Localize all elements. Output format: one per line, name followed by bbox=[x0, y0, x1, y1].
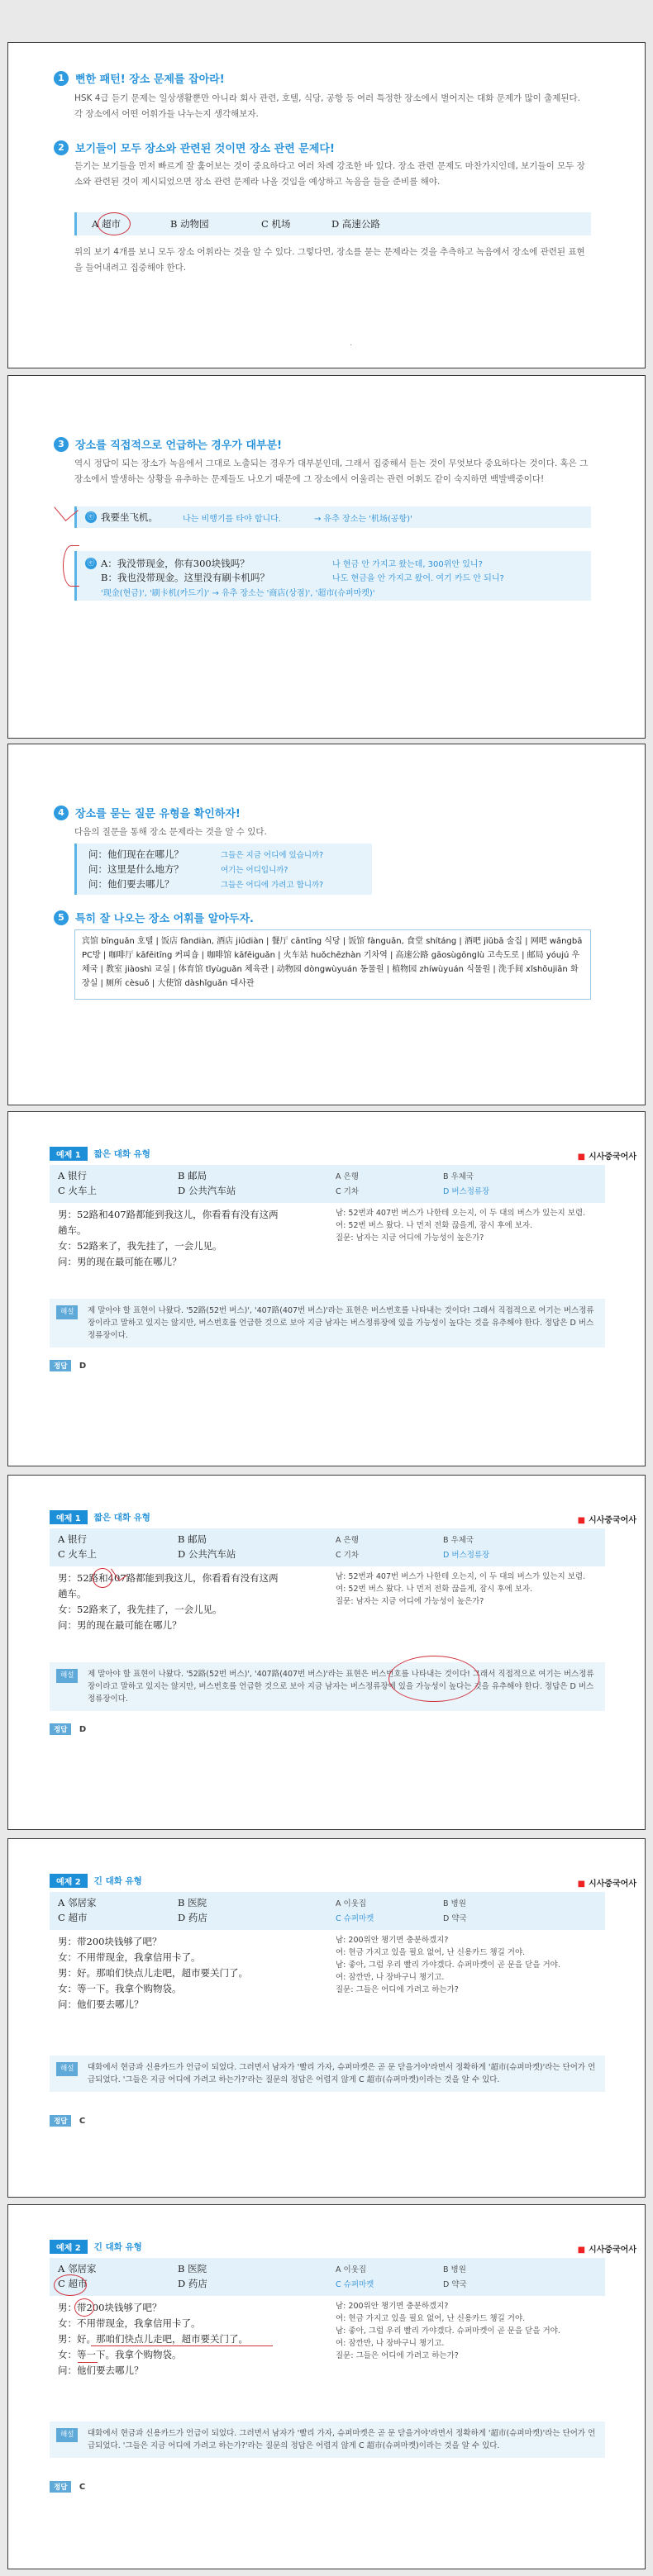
dialogue-line: 男：52路和407路都能到我这儿，你看看有没有这两趟车。 bbox=[58, 1572, 279, 1599]
dialogue-line: 女：52路来了，我先挂了，一会儿见。 bbox=[58, 1240, 222, 1252]
option-kr: A 이웃집 bbox=[336, 1899, 367, 1908]
heading-4 bbox=[54, 805, 241, 820]
option: D 药店 bbox=[178, 1912, 207, 1923]
dialogue-b-kr: 나도 현금을 안 가지고 왔어. 여기 카드 안 되니? bbox=[332, 574, 504, 583]
dialogue-line: 女：不用带现金，我拿信用卡了。 bbox=[58, 1951, 201, 1963]
example-marker: ⓔ bbox=[85, 558, 97, 569]
explanation-text: 제 말아야 할 표현이 나왔다. '52路(52번 버스)', '407路(407번 버스)'라는 표현은 버스번호를 나타내는 것이다! 그래서 직접적으로 여기는 버스정류장이라고 말하고 있지는 않지만, 버스번호를 언급한 것으로 보아 지금 남자는 버스정류장에 있을 가능성이 높다는 것을 유추해야 한다. 정답은 D 버스정류장이다. bbox=[88, 1670, 594, 1704]
dialogue-line: 问：男的现在最可能在哪儿？ bbox=[58, 1256, 182, 1267]
dialogue-line: 女：52路来了，我先挂了，一会儿见。 bbox=[58, 1604, 222, 1615]
answer-tag: 정답 bbox=[50, 1360, 71, 1371]
question-kr: 여기는 어디입니까? bbox=[221, 866, 288, 875]
example-marker: ⓔ bbox=[85, 511, 97, 523]
slide-6 bbox=[7, 1838, 646, 2198]
heading-number: 1 bbox=[54, 71, 69, 86]
handwritten-circle bbox=[93, 1568, 112, 1588]
slide-5 bbox=[7, 1475, 646, 1830]
translation-line: 남: 200위안 챙기면 충분하겠지? bbox=[336, 1936, 449, 1945]
answer-tag: 정답 bbox=[50, 2115, 71, 2127]
answer bbox=[50, 2481, 85, 2493]
paragraph: 위의 보기 4개를 보니 모두 장소 어휘라는 것을 알 수 있다. 그렇다면, 장소를 묻는 문제라는 것을 추측하고 녹음에서 장소에 관련된 표현을 들어내려고 집중해야 한다. bbox=[74, 247, 585, 273]
question-kr: 그들은 어디에 가려고 합니까? bbox=[221, 881, 324, 890]
heading-text: 뻔한 패턴! 장소 문제를 잡아라! bbox=[75, 74, 225, 86]
heading-text: 장소를 묻는 질문 유형을 확인하자! bbox=[75, 808, 241, 820]
handwritten-circle bbox=[54, 2274, 87, 2296]
example-kr: 나는 비행기를 타야 합니다. bbox=[183, 514, 281, 524]
example-tag bbox=[50, 2240, 142, 2254]
dialogue-line: 男：52路和407路都能到我这儿，你看看有没有这两趟车。 bbox=[58, 1209, 279, 1236]
option: C 火车上 bbox=[58, 1185, 97, 1196]
explanation-text: 대화에서 현금과 신용카드가 언급이 되었다. 그러면서 남자가 '빨리 가자, 슈퍼마켓은 곧 문 닫을거야'라면서 정확하게 '超市(슈퍼마켓)'라는 단어가 언급되었다. '그들은 지금 어디에 가려고 하는가?'라는 질문의 정답은 어렵지 않게 C 超市(슈퍼마켓)이라는 것을 알 수 있다. bbox=[88, 2063, 596, 2084]
dialogue-a-kr: 나 현금 안 가지고 왔는데, 300위안 있니? bbox=[332, 560, 483, 569]
publisher-logo: ■ 시사중국어사 bbox=[577, 1516, 636, 1525]
option: D 公共汽车站 bbox=[178, 1548, 236, 1560]
option: C 机场 bbox=[261, 218, 291, 230]
option-kr: B 우체국 bbox=[443, 1172, 474, 1181]
options-area bbox=[50, 1892, 605, 1930]
example-label: 예제 1 bbox=[50, 1510, 88, 1524]
option: A 银行 bbox=[58, 1533, 87, 1545]
handwritten-circle bbox=[74, 2298, 94, 2317]
logo-icon: ■ bbox=[577, 2246, 586, 2255]
translation-line: 여: 52번 버스 왔다. 나 먼저 전화 끊을게, 잠시 후에 보자. bbox=[336, 1585, 533, 1594]
handwritten-underline bbox=[91, 2345, 273, 2346]
paragraph: 듣기는 보기들을 먼저 빠르게 잘 훑어보는 것이 중요하다고 여러 차례 강조한 바 있다. 장소 관련 문제도 마찬가지인데, 보기들이 모두 장소와 관련된 것이 제시되었으면 장소 관련 문제라 나올 것임을 예상하고 녹음을 들을 준비를 해야. bbox=[74, 161, 585, 187]
option-kr: B 병원 bbox=[443, 1899, 466, 1908]
explanation-text: 제 말아야 할 표현이 나왔다. '52路(52번 버스)', '407路(407번 버스)'라는 표현은 버스번호를 나타내는 것이다! 그래서 직접적으로 여기는 버스정류장이라고 말하고 있지는 않지만, 버스번호를 언급한 것으로 보아 지금 남자는 버스정류장에 있을 가능성이 높다는 것을 유추해야 한다. 정답은 D 버스정류장이다. bbox=[88, 1306, 594, 1340]
option: D 高速公路 bbox=[331, 218, 380, 230]
option: C 超市 bbox=[58, 1912, 88, 1923]
heading-text: 보기들이 모두 장소와 관련된 것이면 장소 관련 문제다! bbox=[75, 143, 335, 155]
answer-value: C bbox=[79, 2117, 86, 2126]
publisher-logo: ■ 시사중국어사 bbox=[577, 1153, 636, 1162]
example-label: 예제 1 bbox=[50, 1147, 88, 1161]
heading-2 bbox=[54, 140, 335, 155]
explanation-text: 대화에서 현금과 신용카드가 언급이 되었다. 그러면서 남자가 '빨리 가자, 슈퍼마켓은 곧 문 닫을거야'라면서 정확하게 '超市(슈퍼마켓)'라는 단어가 언급되었다. '그들은 지금 어디에 가려고 하는가?'라는 질문의 정답은 어렵지 않게 C 超市(슈퍼마켓)이라는 것을 알 수 있다. bbox=[88, 2429, 596, 2450]
option: B 邮局 bbox=[178, 1533, 207, 1545]
explanation-tag: 해설 bbox=[56, 1669, 78, 1683]
logo-icon: ■ bbox=[577, 1516, 586, 1525]
slide-2 bbox=[7, 375, 646, 739]
option: A 邻居家 bbox=[58, 2263, 97, 2274]
translation-line: 여: 잠깐만, 나 장바구니 챙기고. bbox=[336, 1973, 445, 1982]
explanation-box bbox=[50, 1299, 605, 1347]
option: C 火车上 bbox=[58, 1548, 97, 1560]
translation-line: 남: 52번과 407번 버스가 나한테 오는지, 이 두 대의 버스가 있는지 보렴. bbox=[336, 1209, 586, 1218]
example-arrow: → 유추 장소는 '机场(공항)' bbox=[313, 514, 412, 524]
dialogue-line: 男：好。那咱们快点儿走吧，超市要关门了。 bbox=[58, 1967, 248, 1979]
option-kr: A 은행 bbox=[336, 1536, 359, 1545]
heading-number: 2 bbox=[54, 140, 69, 155]
dialogue-line: 女：不用带现金，我拿信用卡了。 bbox=[58, 2317, 201, 2329]
explanation-box bbox=[50, 2056, 605, 2092]
slide-7 bbox=[7, 2204, 646, 2569]
vocab-box bbox=[74, 929, 591, 1000]
example-tag bbox=[50, 1147, 150, 1161]
slide-4 bbox=[7, 1111, 646, 1466]
answer bbox=[50, 1360, 86, 1371]
explanation-box bbox=[50, 1662, 605, 1711]
paragraph: 역시 정답이 되는 장소가 녹음에서 그대로 노출되는 경우가 대부분인데, 그래서 집중해서 듣는 것이 무엇보다 중요하다는 것이다. 혹은 그 장소에서 발생하는 상황을 유추하는 문제들도 나오기 때문에 그 장소에서 어울리는 관련 어휘도 같이 숙지하면 백발백중이다! bbox=[74, 459, 589, 484]
example-box bbox=[74, 506, 591, 528]
option: A 银行 bbox=[58, 1170, 87, 1181]
heading-1 bbox=[54, 70, 225, 86]
logo-icon: ■ bbox=[577, 1880, 586, 1889]
translation-line: 여: 현금 가지고 있을 필요 없어, 난 신용카드 챙길 거야. bbox=[336, 2314, 526, 2323]
translation-line: 질문: 남자는 지금 어디에 가능성이 높은가? bbox=[336, 1597, 484, 1606]
option-kr: D 약국 bbox=[443, 1914, 467, 1923]
options-area bbox=[50, 2258, 605, 2296]
example-box-2 bbox=[74, 551, 591, 601]
heading-3 bbox=[54, 436, 282, 452]
option: D 药店 bbox=[178, 2278, 207, 2289]
question-zh: 问：这里是什么地方？ bbox=[88, 863, 184, 875]
answer-value: D bbox=[79, 1725, 87, 1734]
option: B 动物园 bbox=[170, 218, 209, 230]
heading-text: 장소를 직접적으로 언급하는 경우가 대부분! bbox=[75, 440, 283, 452]
heading-text: 특히 잘 나오는 장소 어휘를 알아두자. bbox=[75, 913, 254, 925]
slide-3 bbox=[7, 744, 646, 1105]
heading-number: 3 bbox=[54, 437, 69, 452]
dialogue-line: 女：等一下。我拿个购物袋。 bbox=[58, 2349, 182, 2360]
answer bbox=[50, 2115, 85, 2127]
option-kr: C 슈퍼마켓 bbox=[336, 2280, 374, 2289]
options-area bbox=[50, 1528, 605, 1566]
handwritten-circle bbox=[388, 1656, 479, 1702]
translation-line: 남: 좋아, 그럼 우리 빨리 가야겠다. 슈퍼마켓이 곧 문을 닫을 거야. bbox=[336, 2326, 560, 2336]
dialogue-line: 男：带200块钱够了吧？ bbox=[58, 2302, 162, 2313]
paragraph: HSK 4급 듣기 문제는 일상생활뿐만 아니라 회사 관련, 호텔, 식당, 공항 등 여러 특정한 장소에서 벌어지는 대화 문제가 많이 출제된다. 각 장소에서 어떤 어휘가들 나누는지 생각해보자. bbox=[74, 93, 581, 119]
dialogue-line: 男：好。那咱们快点儿走吧，超市要关门了。 bbox=[58, 2333, 248, 2345]
handwritten-circle bbox=[63, 545, 79, 587]
dialogue-a-zh: A：我没带现金，你有300块钱吗？ bbox=[101, 557, 250, 569]
translation-line: 여: 52번 버스 왔다. 나 먼저 전화 끊을게, 잠시 후에 보자. bbox=[336, 1221, 533, 1230]
heading-number: 5 bbox=[54, 910, 69, 925]
example-title: 긴 대화 유형 bbox=[93, 1876, 142, 1886]
example-title: 짧은 대화 유형 bbox=[93, 1149, 150, 1159]
translation-line: 질문: 그들은 어디에 가려고 하는가? bbox=[336, 1985, 459, 1994]
explanation-tag: 해설 bbox=[56, 2062, 78, 2076]
dialogue-line: 问：男的现在最可能在哪儿？ bbox=[58, 1619, 182, 1631]
logo-icon: ■ bbox=[577, 1153, 586, 1162]
explanation-box bbox=[50, 2422, 605, 2458]
translation-line: 질문: 그들은 어디에 가려고 하는가? bbox=[336, 2351, 459, 2360]
option: B 医院 bbox=[178, 1897, 207, 1908]
question-kr: 그들은 지금 어디에 있습니까? bbox=[221, 851, 324, 860]
translation-line: 여: 현금 가지고 있을 필요 없어, 난 신용카드 챙길 거야. bbox=[336, 1948, 526, 1957]
option-kr: B 우체국 bbox=[443, 1536, 474, 1545]
option-kr: D 버스정류장 bbox=[443, 1187, 490, 1196]
heading-number: 4 bbox=[54, 806, 69, 820]
explanation-tag: 해설 bbox=[56, 2428, 78, 2442]
answer-tag: 정답 bbox=[50, 2481, 71, 2493]
handwritten-underline bbox=[78, 2362, 98, 2363]
options-box bbox=[74, 212, 591, 235]
options-area bbox=[50, 1165, 605, 1203]
explanation-tag: 해설 bbox=[56, 1305, 78, 1319]
publisher-logo: ■ 시사중국어사 bbox=[577, 2246, 636, 2255]
dialogue-line: 女：等一下。我拿个购物袋。 bbox=[58, 1983, 182, 1994]
option: A 邻居家 bbox=[58, 1897, 97, 1908]
option: B 医院 bbox=[178, 2263, 207, 2274]
answer-value: C bbox=[79, 2483, 86, 2492]
option-kr: C 기차 bbox=[336, 1187, 360, 1196]
option: B 邮局 bbox=[178, 1170, 207, 1181]
heading-5 bbox=[54, 910, 254, 925]
example-title: 짧은 대화 유형 bbox=[93, 1513, 150, 1523]
dialogue-line: 男：带200块钱够了吧？ bbox=[58, 1936, 162, 1947]
question-zh: 问：他们现在在哪儿？ bbox=[88, 848, 184, 860]
translation-line: 여: 잠깐만, 나 장바구니 챙기고. bbox=[336, 2339, 445, 2348]
option: D 公共汽车站 bbox=[178, 1185, 236, 1196]
publisher-logo: ■ 시사중국어사 bbox=[577, 1880, 636, 1889]
option-kr: D 버스정류장 bbox=[443, 1551, 490, 1560]
translation-line: 남: 200위안 챙기면 충분하겠지? bbox=[336, 2302, 449, 2311]
dialogue-b-zh: B：我也没带现金。这里没有刷卡机吗？ bbox=[101, 571, 269, 583]
answer bbox=[50, 1723, 86, 1735]
answer-tag: 정답 bbox=[50, 1723, 71, 1735]
example-label: 예제 2 bbox=[50, 2240, 88, 2254]
option-kr: B 병원 bbox=[443, 2265, 466, 2274]
slide-1 bbox=[7, 42, 646, 368]
answer-value: D bbox=[79, 1362, 87, 1371]
handwritten-circle bbox=[98, 212, 131, 235]
example-tag bbox=[50, 1874, 142, 1888]
example-label: 예제 2 bbox=[50, 1874, 88, 1888]
option-kr: A 이웃집 bbox=[336, 2265, 367, 2274]
dot: . bbox=[350, 339, 353, 348]
paragraph: 다음의 질문을 통해 장소 문제라는 것을 알 수 있다. bbox=[74, 827, 267, 837]
question-zh: 问：他们要去哪儿？ bbox=[88, 878, 174, 890]
example-tag bbox=[50, 1510, 150, 1524]
translation-line: 남: 좋아, 그럼 우리 빨리 가야겠다. 슈퍼마켓이 곧 문을 닫을 거야. bbox=[336, 1961, 560, 1970]
translation-line: 남: 52번과 407번 버스가 나한테 오는지, 이 두 대의 버스가 있는지 보렴. bbox=[336, 1572, 586, 1581]
option-kr: C 슈퍼마켓 bbox=[336, 1914, 374, 1923]
option-kr: A 은행 bbox=[336, 1172, 359, 1181]
option-kr: D 약국 bbox=[443, 2280, 467, 2289]
translation-line: 질문: 남자는 지금 어디에 가능성이 높은가? bbox=[336, 1233, 484, 1243]
option: C 超市 bbox=[58, 2278, 88, 2289]
example-note: '现金(현금)', '刷卡机(카드기)' → 유추 장소는 '商店(상점)', '超市(슈퍼마켓)' bbox=[101, 589, 375, 598]
example-zh: 我要坐飞机。 bbox=[101, 511, 158, 523]
dialogue-line: 问：他们要去哪儿？ bbox=[58, 1999, 144, 2010]
example-title: 긴 대화 유형 bbox=[93, 2242, 142, 2252]
option-kr: C 기차 bbox=[336, 1551, 360, 1560]
dialogue-line: 问：他们要去哪儿？ bbox=[58, 2365, 144, 2376]
option: A 超市 bbox=[92, 218, 121, 230]
questions-box bbox=[74, 844, 372, 895]
vocab-list: 宾馆 bīnguǎn 호텔 | 饭店 fàndiàn, 酒店 jiǔdiàn | 餐厅 cāntīng 식당 | 饭馆 fànguǎn, 食堂 shítáng | 酒吧 jiǔbā 술집 | 网吧 wǎngbā PC방 | 咖啡厅 kāfēitīng 커피숍 | 咖啡馆 kāfēiguǎn | 火车站 huǒchēzhàn 기차역 | 高速公路 gāosùgōnglù 고속도로 | 邮局 yóujú 우체국 | 教室 jiàoshì 교실 | 体育馆 tǐyùguǎn 체육관 | 动物园 dòngwùyuán 동물원 | 植物园 zhíwùyuán 식물원 | 洗手间 xǐshǒujiān 화장실 | 厕所 cèsuǒ | 大使馆 dàshǐguǎn 대사관 bbox=[82, 937, 583, 988]
